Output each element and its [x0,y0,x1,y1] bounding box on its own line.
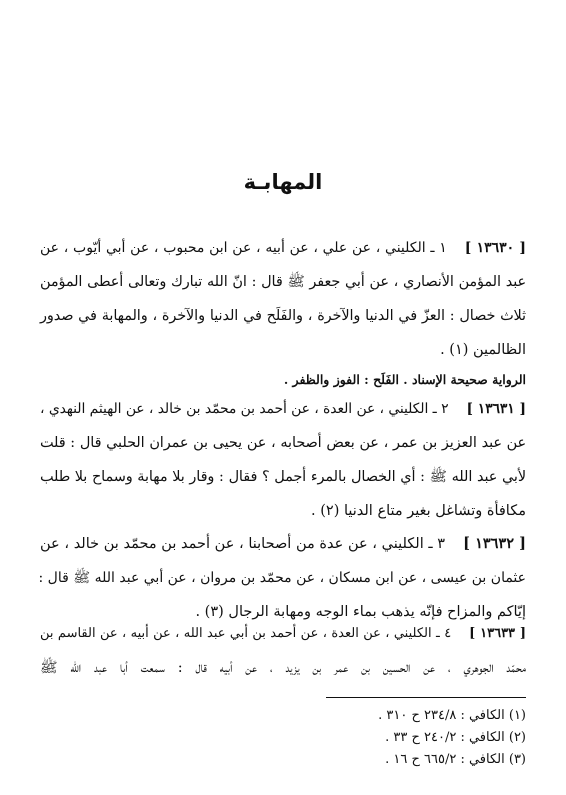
hadith-line: [ ١٣٦٣٣ ]٤ ـ الكليني ، عن العدة ، عن أحمد بن أبي عبد الله ، عن أبيه ، عن القاسم بن [40,626,526,641]
hadith-line: [ ١٣٦٣٠ ]١ ـ الكليني ، عن علي ، عن أبيه ، عن ابن محبوب ، عن أبي أيّوب ، عن [40,240,526,256]
footnote: (٢) الكافي : ٢٤٠/٢ ح ٣٣ . [385,730,526,745]
hadith-line: الظالمين (١) . [440,342,526,358]
hadith-13630 [40,231,526,367]
footnote: (١) الكافي : ٢٣٤/٨ ح ٣١٠ . [378,708,526,723]
hadith-13631 [40,392,526,528]
hadith-line: [ ١٣٦٣٢ ]٣ ـ الكليني ، عن عدة من أصحابنا ، عن أحمد بن محمّد بن خالد ، عن [40,535,526,552]
hadith-line: عبد المؤمن الأنصاري ، عن أبي جعفر ﷺ قال : انّ الله تبارك وتعالى أعطى المؤمن [40,274,526,290]
hadith-line: عن عبد العزيز بن عمر ، عن بعض أصحابه ، عن يحيى بن عمران الحلبي قال : قلت [40,435,526,451]
hadith-line: مكافأة وتشاغل بغير متاع الدنيا (٢) . [311,503,526,519]
hadith-number: [ ١٣٦٣٠ ] [464,240,526,256]
hadith-line: محمّد الجوهري ، عن الحسين بن عمر بن يزيد ، عن أبيه قال : سمعت أبا عبد الله ﷺ [40,660,526,676]
hadith-number: [ ١٣٦٣٢ ] [463,535,526,552]
hadith-line: إيّاكم والمزاح فإنّه يذهب بماء الوجه ومهابة الرجال (٣) . [195,604,526,620]
editor-note [40,368,526,392]
note-text: الرواية صحيحة الإسناد . الفَلَح : الفوز والظفر . [283,372,526,387]
hadith-line: لأبي عبد الله ﷺ : أي الخصال بالمرء أجمل ؟ فقال : وقار بلا مهابة وسماح بلا طلب [40,469,526,485]
hadith-line: ثلاث خصال : العزّ في الدنيا والآخرة ، والفَلَح في الدنيا والآخرة ، والمهابة في صدور [40,308,526,324]
hadith-13632 [40,527,526,629]
footnote-divider [326,697,526,698]
hadith-number: [ ١٣٦٣٣ ] [469,626,526,641]
footnote: (٣) الكافي : ٦٦٥/٢ ح ١٦ . [385,752,526,767]
hadith-line: [ ١٣٦٣١ ]٢ ـ الكليني ، عن العدة ، عن أحمد بن محمّد بن خالد ، عن الهيثم النهدي ، [40,401,527,417]
section-title: المهابـة [243,170,323,194]
footnotes [226,705,526,771]
hadith-number: [ ١٣٦٣١ ] [466,401,527,417]
hadith-line: عثمان بن عيسى ، عن ابن مسكان ، عن محمّد بن مروان ، عن أبي عبد الله ﷺ قال : [38,570,526,586]
hadith-13633 [40,617,526,685]
